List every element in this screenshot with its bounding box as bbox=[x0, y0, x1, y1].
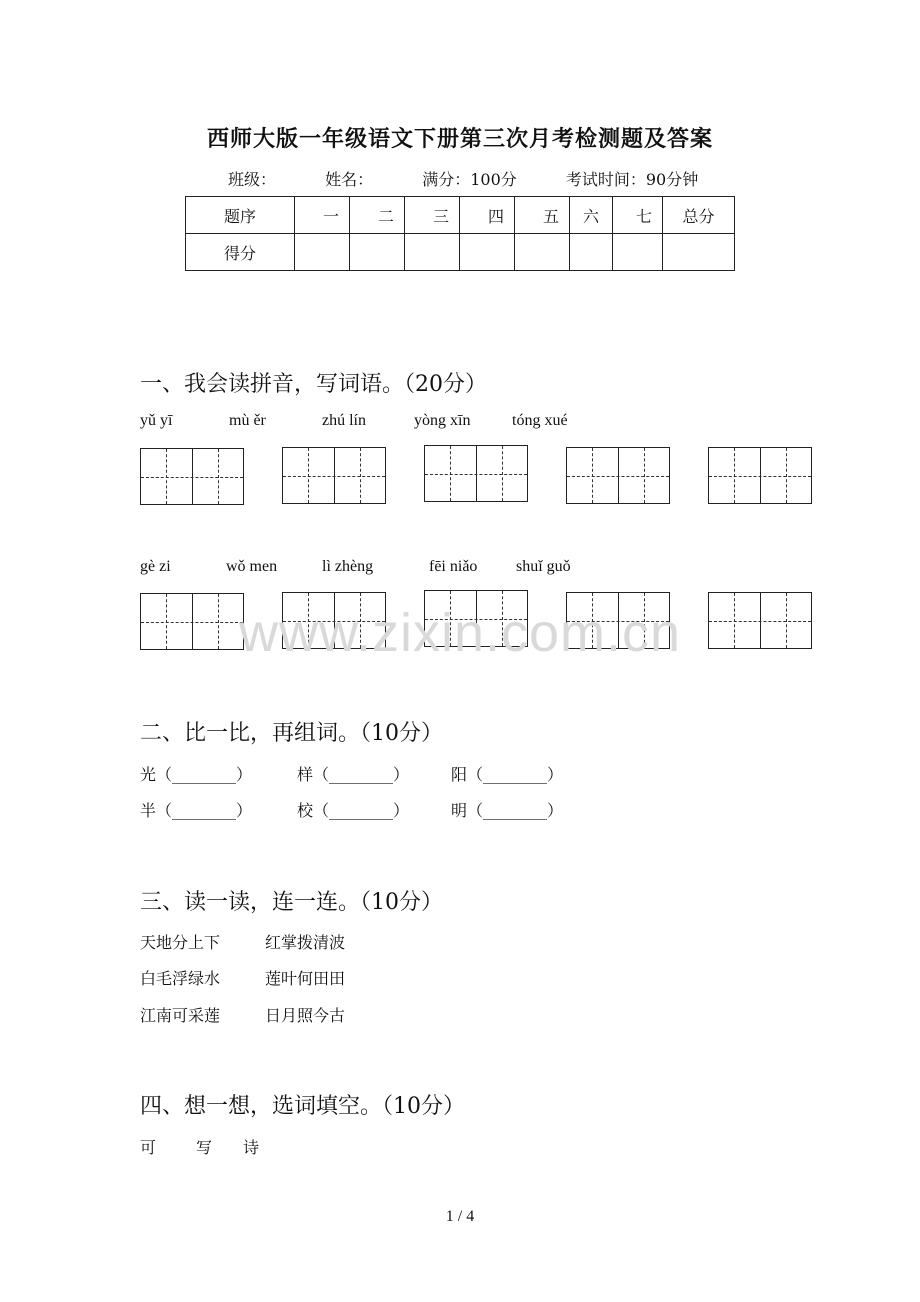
score-blank-3[interactable] bbox=[405, 234, 460, 271]
section4-title: 四、想一想，选词填空。（10分） bbox=[140, 1094, 465, 1119]
score-cell-total: 总分 bbox=[663, 197, 735, 234]
score-cell-label: 题序 bbox=[186, 197, 295, 234]
score-row-label: 得分 bbox=[186, 234, 295, 271]
score-cell-7: 七 bbox=[613, 197, 663, 234]
word-blank[interactable]: 校（________） bbox=[297, 801, 410, 820]
writing-grid[interactable] bbox=[708, 447, 812, 504]
choice-word: 可 bbox=[140, 1138, 157, 1157]
match-left-item[interactable]: 天地分上下 bbox=[140, 933, 221, 952]
score-cell-4: 四 bbox=[460, 197, 515, 234]
match-left-item[interactable]: 白毛浮绿水 bbox=[140, 969, 221, 988]
pinyin-label: mù ěr bbox=[229, 412, 266, 429]
score-blank-5[interactable] bbox=[515, 234, 570, 271]
word-blank[interactable]: 光（________） bbox=[140, 765, 253, 784]
section3-title: 三、读一读，连一连。（10分） bbox=[140, 890, 443, 915]
score-table-score-row bbox=[186, 234, 735, 271]
match-right-item[interactable]: 莲叶何田田 bbox=[265, 969, 346, 988]
score-blank-7[interactable] bbox=[613, 234, 663, 271]
choice-word: 诗 bbox=[243, 1138, 260, 1157]
score-blank-1[interactable] bbox=[295, 234, 350, 271]
name-label: 姓名： bbox=[325, 170, 374, 189]
watermark: www.zixin.com.cn bbox=[238, 603, 682, 663]
score-blank-4[interactable] bbox=[460, 234, 515, 271]
match-right-item[interactable]: 红掌拨清波 bbox=[265, 933, 346, 952]
pinyin-label: yòng xīn bbox=[414, 412, 471, 429]
writing-grid[interactable] bbox=[424, 445, 528, 502]
match-right-item[interactable]: 日月照今古 bbox=[265, 1006, 346, 1025]
page-title: 西师大版一年级语文下册第三次月考检测题及答案 bbox=[206, 126, 713, 152]
word-blank[interactable]: 明（________） bbox=[451, 801, 564, 820]
pinyin-label: lì zhèng bbox=[322, 558, 374, 575]
pinyin-label: zhú lín bbox=[322, 412, 366, 429]
score-cell-3: 三 bbox=[405, 197, 460, 234]
word-blank[interactable]: 半（________） bbox=[140, 801, 253, 820]
pinyin-label: fēi niǎo bbox=[429, 558, 478, 575]
pinyin-label: yǔ yī bbox=[140, 412, 173, 429]
score-cell-6: 六 bbox=[570, 197, 613, 234]
score-table bbox=[185, 196, 735, 271]
section1-title: 一、我会读拼音，写词语。（20分） bbox=[140, 372, 487, 397]
choice-word: 写 bbox=[196, 1138, 213, 1157]
word-blank[interactable]: 样（________） bbox=[297, 765, 410, 784]
score-cell-2: 二 bbox=[350, 197, 405, 234]
page-number: 1 / 4 bbox=[445, 1208, 475, 1225]
word-blank[interactable]: 阳（________） bbox=[451, 765, 564, 784]
writing-grid[interactable] bbox=[282, 447, 386, 504]
match-left-item[interactable]: 江南可采莲 bbox=[140, 1006, 221, 1025]
score-blank-total[interactable] bbox=[663, 234, 735, 271]
section2-title: 二、比一比，再组词。（10分） bbox=[140, 721, 443, 746]
score-blank-2[interactable] bbox=[350, 234, 405, 271]
pinyin-label: wǒ men bbox=[226, 558, 278, 575]
pinyin-label: gè zi bbox=[140, 558, 171, 575]
pinyin-label: tóng xué bbox=[512, 412, 568, 429]
writing-grid[interactable] bbox=[140, 448, 244, 505]
writing-grid[interactable] bbox=[566, 447, 670, 504]
score-table-header-row bbox=[186, 197, 735, 234]
score-blank-6[interactable] bbox=[570, 234, 613, 271]
full-score-label: 满分：100分 bbox=[422, 170, 517, 189]
exam-info bbox=[228, 167, 698, 190]
class-label: 班级： bbox=[228, 170, 277, 189]
score-cell-1: 一 bbox=[295, 197, 350, 234]
score-cell-5: 五 bbox=[515, 197, 570, 234]
exam-time-label: 考试时间：90分钟 bbox=[565, 170, 699, 189]
pinyin-label: shuǐ guǒ bbox=[516, 558, 571, 575]
